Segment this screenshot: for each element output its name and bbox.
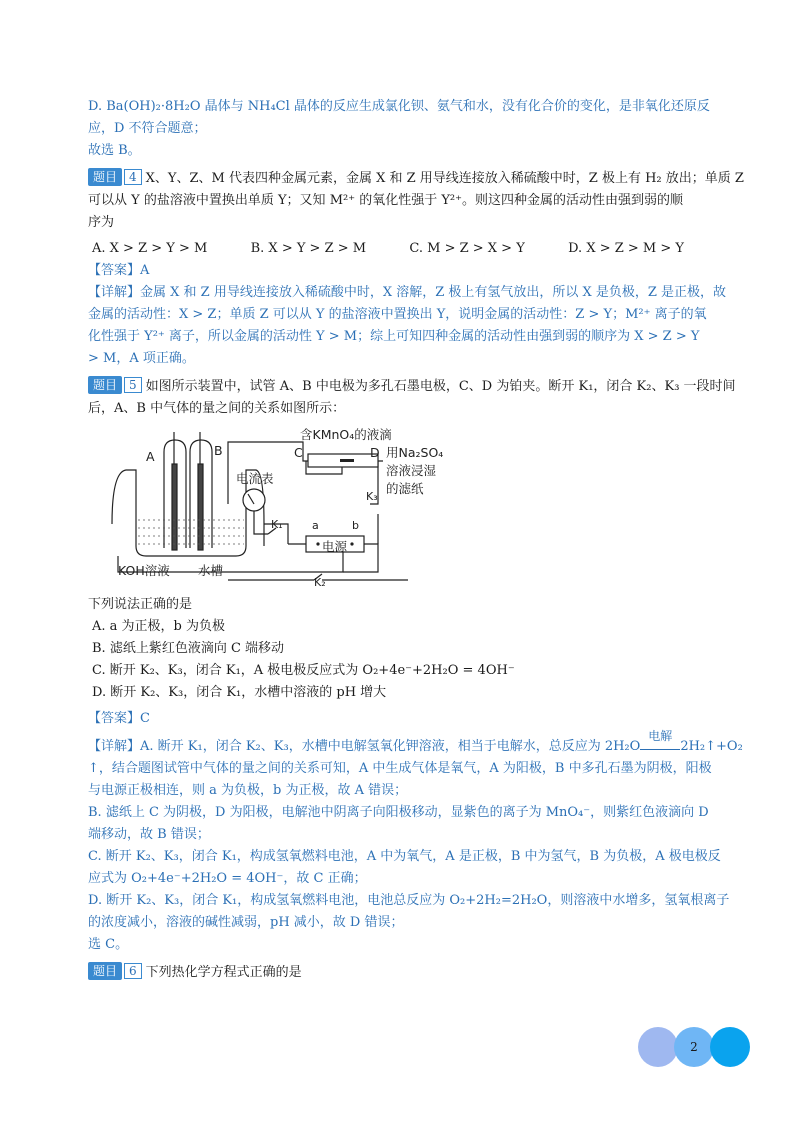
option-b: B. X > Y > Z > M [250, 241, 367, 256]
option-a: A. X > Z > Y > M [92, 241, 208, 256]
detail-line: 与电源正极相连，则 a 为负极，b 为正极，故 A 错误； [88, 783, 408, 798]
question-text: 如图所示装置中，试管 A、B 中电极为多孔石墨电极，C、D 为铂夹。断开 K₁，闭合 K₂、K₃ 一段时间 [145, 379, 736, 394]
page-content [88, 96, 744, 984]
answer: 【答案】A [88, 263, 150, 278]
page-indicator [638, 1027, 750, 1067]
label-c: C [294, 445, 303, 460]
detail-line: C. 断开 K₂、K₃，闭合 K₁，构成氢氧燃料电池，A 中为氧气，A 是正极，B 中为氢气，B 为负极，A 极电极反 [88, 849, 721, 864]
label-k2: K₂ [314, 576, 326, 589]
detail-text: 2H₂↑+O₂ [680, 739, 743, 754]
prev-solution-line: 应，D 不符合题意； [88, 121, 207, 136]
question-text: 下列热化学方程式正确的是 [145, 965, 302, 980]
label-small-b: b [352, 519, 359, 532]
options-row [88, 238, 724, 260]
detail-line: D. 断开 K₂、K₃，闭合 K₁，构成氢氧燃料电池，电池总反应为 O₂+2H₂=2H₂O，则溶液中水增多，氢氧根离子 [88, 893, 730, 908]
reaction-condition [640, 729, 680, 750]
answer: 【答案】C [88, 711, 150, 726]
question-tag: 题目 [88, 962, 122, 980]
question-4 [88, 168, 744, 370]
option-d: D. X > Z > M > Y [568, 241, 684, 256]
page-dot-right [710, 1027, 750, 1067]
apparatus-diagram [108, 424, 468, 594]
label-k3: K₃ [366, 490, 378, 503]
condition-label: 电解 [648, 729, 673, 743]
label-k1: K₁ [271, 518, 283, 531]
label-small-a: a [312, 519, 319, 532]
detail-line: 端移动，故 B 错误； [88, 827, 210, 842]
detail [88, 729, 743, 956]
question-number: 5 [124, 377, 142, 393]
prev-solution-line: 故选 B。 [88, 143, 141, 158]
label-trough: 水槽 [198, 563, 224, 578]
question-tag: 题目 [88, 376, 122, 394]
question-text: 后，A、B 中气体的量之间的关系如图所示： [88, 401, 346, 416]
detail [88, 282, 727, 370]
detail-line: 应式为 O₂+4e⁻+2H₂O = 4OH⁻，故 C 正确； [88, 871, 367, 886]
label-na2so4-1: 用Na₂SO₄ [386, 445, 444, 460]
label-d: D [370, 445, 380, 460]
label-kmno4: 含KMnO₄的液滴 [300, 427, 392, 442]
question-text: X、Y、Z、M 代表四种金属元素，金属 X 和 Z 用导线连接放入稀硫酸中时，Z 极上有 H₂ 放出；单质 Z [145, 171, 744, 186]
option-c: C. 断开 K₂、K₃，闭合 K₁，A 极电极反应式为 O₂+4e⁻+2H₂O = 4OH⁻ [92, 663, 515, 678]
question-tag: 题目 [88, 168, 122, 186]
label-ammeter: 电流表 [236, 471, 274, 486]
prev-solution [88, 96, 724, 162]
prev-solution-line: D. Ba(OH)₂·8H₂O 晶体与 NH₄Cl 晶体的反应生成氯化钡、氨气和水，没有化合价的变化，是非氧化还原反 [88, 99, 710, 114]
question-6 [88, 962, 724, 984]
question-5 [88, 376, 743, 956]
label-na2so4-2: 溶液浸湿 [386, 463, 437, 478]
label-koh: KOH溶液 [118, 563, 170, 578]
detail-line: > M，A 项正确。 [88, 351, 195, 366]
page-number: 2 [674, 1027, 714, 1067]
question-text: 可以从 Y 的盐溶液中置换出单质 Y；又知 M²⁺ 的氧化性强于 Y²⁺。则这四种金属的活动性由强到弱的顺 [88, 193, 683, 208]
question-stem: 下列说法正确的是 [88, 597, 193, 612]
label-na2so4-3: 的滤纸 [386, 481, 424, 496]
question-number: 4 [124, 169, 142, 185]
detail-line: 【详解】金属 X 和 Z 用导线连接放入稀硫酸中时，X 溶解，Z 极上有氢气放出，所以 X 是负极，Z 是正极，故 [88, 285, 727, 300]
question-text: 序为 [88, 215, 115, 230]
detail-line: 选 C。 [88, 937, 129, 952]
label-power: 电源 [322, 539, 348, 554]
detail-line [88, 729, 743, 758]
detail-line: 的浓度减小，溶液的碱性减弱，pH 减小，故 D 错误； [88, 915, 404, 930]
option-c: C. M > Z > X > Y [409, 241, 525, 256]
label-a: A [146, 449, 155, 464]
detail-text: 【详解】A. 断开 K₁，闭合 K₂、K₃，水槽中电解氢氧化钾溶液，相当于电解水，总反应为 2H₂O [88, 739, 641, 754]
detail-line: ↑，结合题图试管中气体的量之间的关系可知，A 中生成气体是氧气，A 为阳极，B 中多孔石墨为阴极，阳极 [88, 761, 712, 776]
option-b: B. 滤纸上紫红色液滴向 C 端移动 [92, 641, 285, 656]
detail-line: B. 滤纸上 C 为阴极，D 为阳极，电解池中阴离子向阳极移动，显紫色的离子为 MnO₄⁻，则紫红色液滴向 D [88, 805, 709, 820]
option-a: A. a 为正极，b 为负极 [92, 619, 225, 634]
page-dot-left [638, 1027, 678, 1067]
detail-line: 金属的活动性：X > Z；单质 Z 可以从 Y 的盐溶液中置换出 Y，说明金属的活动性：Z > Y；M²⁺ 离子的氧 [88, 307, 707, 322]
options-list [88, 616, 724, 704]
option-d: D. 断开 K₂、K₃，闭合 K₁，水槽中溶液的 pH 增大 [92, 685, 387, 700]
question-number: 6 [124, 963, 142, 979]
detail-line: 化性强于 Y²⁺ 离子，所以金属的活动性 Y > M；综上可知四种金属的活动性由强到弱的顺序为 X > Z > Y [88, 329, 700, 344]
label-b: B [214, 443, 223, 458]
